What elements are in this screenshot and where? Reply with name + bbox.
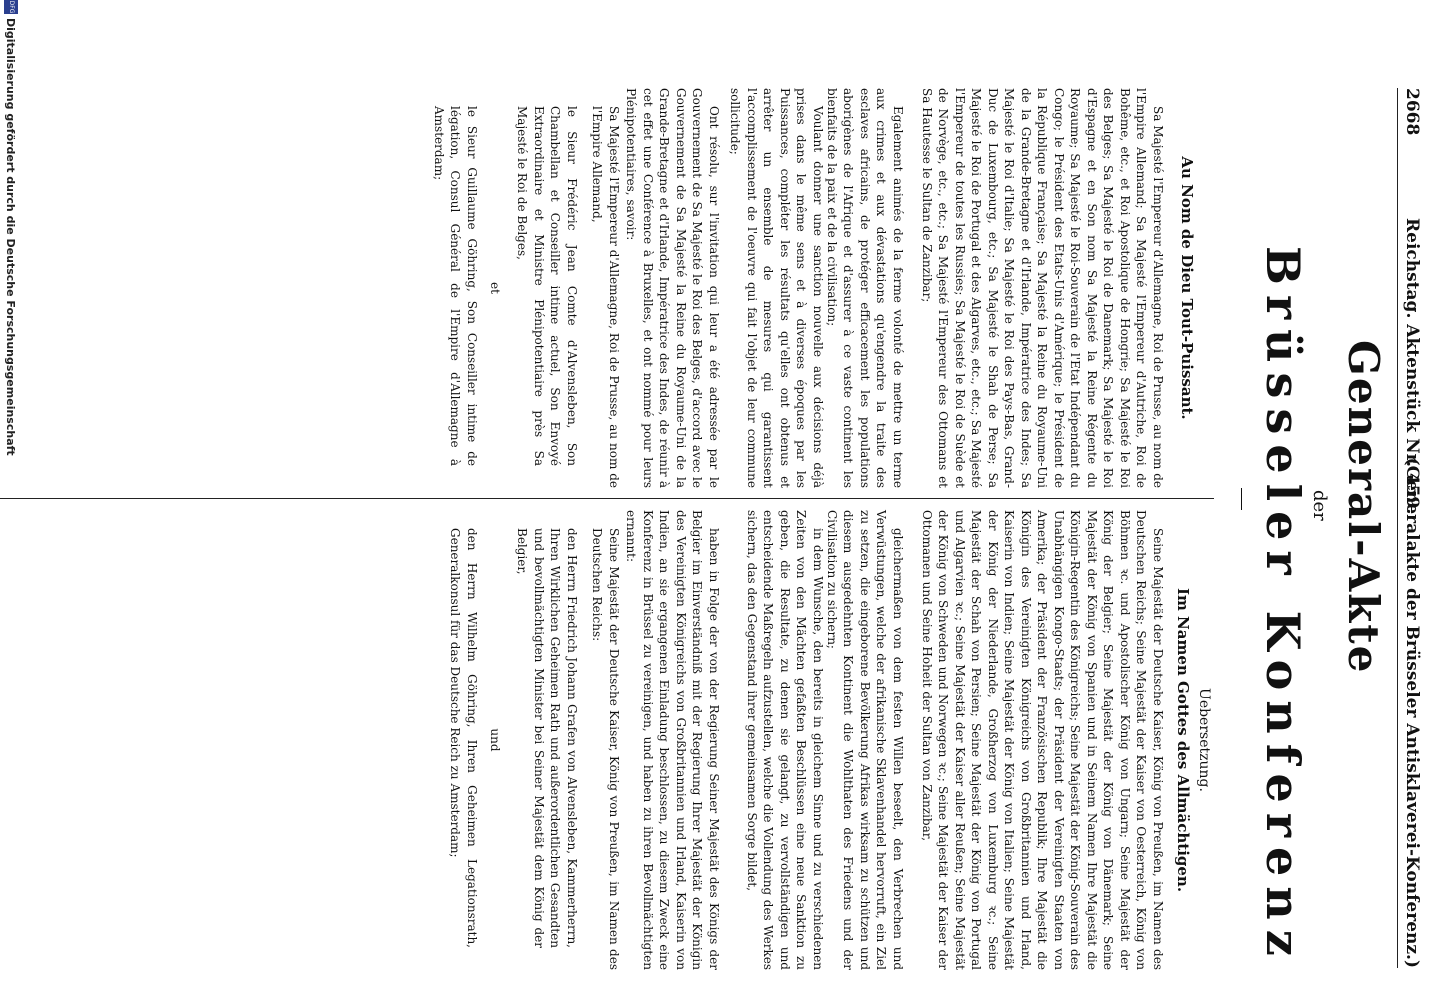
french-sovereign: Sa Majesté l'Empereur d'Allemagne, Roi de Prusse, au nom de l'Empire Allemand, — [590, 106, 621, 488]
german-para-3: in dem Wunsche, den bereits in gleichem Sinne und zu verschiedenen Zeiten von den Mächten gefaßten Beschlüssen eine neue Sanktion zu geben, die Resultate, zu denen sie gelangt, zu vervollständigen und entscheidende Maßregeln aufzustellen, welche die Vollendung des Werkes sichern, das den Gegenstand ihrer gemeinsamen Sorge bildet, — [745, 510, 825, 970]
german-delegate-2: den Herrn Wilhelm Göhring, Ihren Geheimen Legationsrath, Generalkonsul für das Deutsche Reich zu Amsterdam; — [448, 528, 479, 948]
header-right: (Generalakte der Brüsseler Antisklaverei-Konferenz.) — [1402, 457, 1422, 968]
french-delegate-2: le Sieur Guillaume Göhring, Son Conseiller intime de légation, Consul Général de l'Empire d'Allemagne à Amsterdam; — [432, 106, 479, 466]
german-para-2: gleichermaßen von dem festen Willen beseelt, den Verbrechen und Verwüstungen, welche der afrikanische Sklavenhandel hervorruft, ein Ziel zu setzen, die eingeborene Bevölkerung Afrikas wirksam zu schützen und diesem ausgedehnten Kontinent die Wohlthaten des Friedens und der Civilisation zu sichern; — [825, 510, 905, 970]
french-delegate-1: le Sieur Frédéric Jean Comte d'Alvensleben, Son Chambellan et Conseiller intime actuel, Son Envoyé Extraordinaire et Ministre Plénipotentiaire près Sa Majesté le Roi de Belges, — [515, 106, 579, 466]
german-sovereign: Seine Majestät der Deutsche Kaiser, König von Preußen, im Namen des Deutschen Reichs: — [590, 528, 621, 970]
german-und: und — [488, 728, 502, 752]
page-number: 2668 — [1402, 88, 1422, 136]
french-heading: Au Nom de Dieu Tout-Puissant. — [1178, 156, 1196, 420]
digitization-note — [0, 0, 22, 1000]
title-rule — [1241, 488, 1242, 510]
german-para-1: Seine Majestät der Deutsche Kaiser, König von Preußen, im Namen des Deutschen Reichs; Seine Majestät der Kaiser von Oesterreich, König von Böhmen ꝛc. und Apostolischer König von Ungarn; Seine Majestät der König der Belgier; Seine Majestät der König von Dänemark; Seine Majestät der König von Spanien und in Seinem Namen Ihre Majestät die Königin-Regentin des Königreichs; Seine Majestät der König-Souverain des Unabhängigen Kongo-Staats; der Präsident der Vereinigten Staaten von Amerika; der Präsident der Französischen Republik; Ihre Majestät die Königin des Vereinigten Königreichs von Großbritannien und Irland, Kaiserin von Indien; Seine Majestät der König von Italien; Seine Majestät der König der Niederlande, Großherzog von Luxemburg ꝛc.; Seine Majestät der Schah von Persien; Seine Majestät der König von Portugal und Algarvien ꝛc.; Seine Majestät der Kaiser aller Reußen; Seine Majestät der König von Schweden und Norwegen ꝛc.; Seine Majestät der Kaiser der Ottomanen und Seine Hoheit der Sultan von Zanzibar, — [920, 510, 1165, 970]
document-subtitle: Brüsseler Konferenz — [1256, 246, 1310, 966]
column-divider — [0, 498, 1214, 499]
dfg-logo-icon: DFG — [4, 0, 18, 14]
french-para-3: Voulant donner une sanction nouvelle aux décisions déjà prises dans le même sens et à diverses époques par les Puissances, compléter les résultats qu'elles ont obtenus et arrêter un ensemble de mesures qui garantissent l'accomplissement de l'oeuvre qui fait l'objet de leur commune sollicitude; — [728, 88, 825, 488]
french-para-2: Egalement animés de la ferme volonté de mettre un terme aux crimes et aux dévastations qu'engendre la traite des esclaves africains, de protéger efficacement les populations aborigènes de l'Afrique et d'assurer à ce vaste continent les bienfaits de la paix et de la civilisation; — [825, 88, 905, 488]
french-para-1: Sa Majesté l'Empereur d'Allemagne, Roi de Prusse, au nom de l'Empire Allemand; Sa Majesté l'Empereur d'Autriche, Roi de Bohême, etc., et Roi Apostolique de Hongrie; Sa Majesté le Roi des Belges; Sa Majesté le Roi de Danemark; Sa Majesté le Roi d'Espagne et en Son nom Sa Majesté la Reine Régente du Royaume; Sa Majesté le Roi-Souverain de l'Etat Indépendant du Congo; le Président des Etats-Unis d'Amérique; le Président de la République Française; Sa Majesté la Reine du Royaume-Uni de la Grande-Bretagne et d'Irlande, Impératrice des Indes; Sa Majesté le Roi d'Italie; Sa Majesté le Roi des Pays-Bas, Grand-Duc de Luxembourg, etc.; Sa Majesté le Shah de Perse; Sa Majesté le Roi de Portugal et des Algarves, etc., etc.; Sa Majesté l'Empereur de toutes les Russies; Sa Majesté le Roi de Suède et de Norvège, etc., etc.; Sa Majesté l'Empereur des Ottomans et Sa Hautesse le Sultan de Zanzibar; — [920, 88, 1165, 488]
german-subhead: Uebersetzung. — [1196, 688, 1212, 792]
document-title: General-Akte — [1339, 340, 1388, 675]
german-delegate-1: den Herrn Friedrich Johann Grafen von Alvensleben, Kammerherrn, Ihren Wirklichen Geheimen Rath und außerordentlichen Gesandten und bevollmächtigten Minister bei Seiner Majestät dem König der Belgier, — [515, 528, 579, 948]
german-para-4: haben in Folge der von der Regierung Seiner Majestät des Königs der Belgier im Einverständniß mit der Regierung Ihrer Majestät der Königin des Vereinigten Königreichs von Großbritannien und Irland, Kaiserin von Indien, an sie ergangenen Einladung beschlossen, zu diesem Zweck eine Konferenz in Brüssel zu vereinigen, und haben zu ihren Bevollmächtigten ernannt: — [624, 510, 721, 970]
german-heading: Im Namen Gottes des Allmächtigen. — [1174, 587, 1192, 893]
page-header — [1397, 88, 1428, 968]
french-para-4: Ont résolu, sur l'invitation qui leur a été adressée par le Gouvernement de Sa Majesté le Roi des Belges, d'accord avec le Gouvernement de Sa Majesté la Reine du Royaume-Uni de la Grande-Bretagne et d'Irlande, Impératrice des Indes, de réunir à cet effet une Conférence à Bruxelles, et ont nommé pour leurs Plénipotentiaires, savoir: — [624, 88, 721, 488]
digitization-credit: Digitalisierung gefördert durch die Deutsche Forschungsgemeinschaft — [4, 18, 17, 456]
title-connector: der — [1309, 490, 1330, 521]
french-et: et — [488, 282, 502, 294]
header-center: Reichstag. Aktenstück Nr. 459. — [1402, 218, 1422, 515]
